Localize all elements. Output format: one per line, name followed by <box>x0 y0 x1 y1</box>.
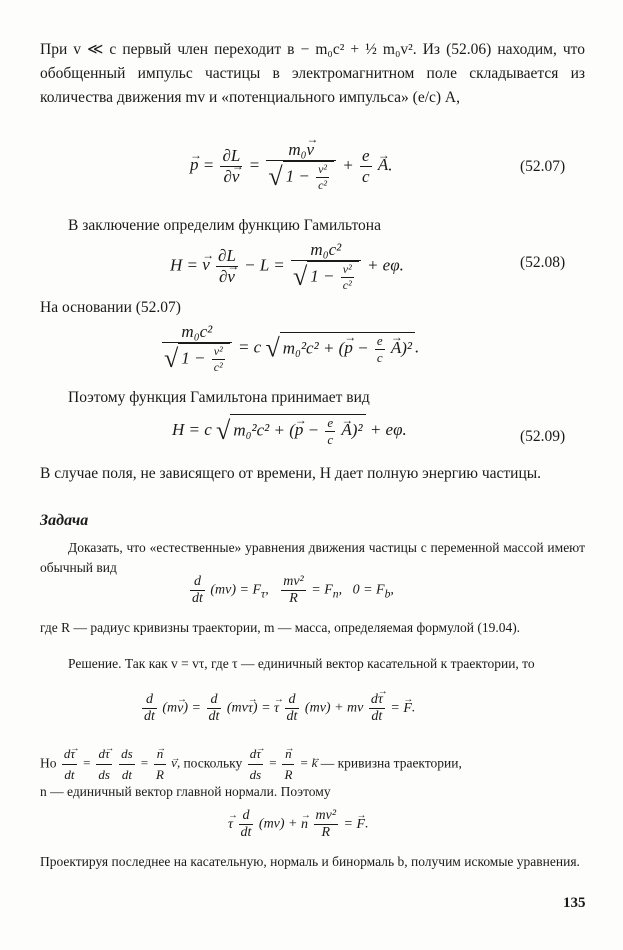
equation-natural-motion: $\frac{d}{dt}$ $(mv) = F_\tau$, $\frac{\text{mv²}}{R}$ = $F_n$, $0 = F_b$, <box>192 574 394 606</box>
equation-number-52-08: (52.08) <box>520 254 566 271</box>
equation-energy-relation: m₀c² √ 1 − $\frac{\text{v²}}{\text{c²}}$ = c √ m₀²c² + (→ p − $\frac{e}{c}$ → A)² . <box>160 322 419 375</box>
equation-number-52-09: (52.09) <box>520 428 566 445</box>
paragraph-5: В случае поля, не зависящего от времени, H дает полную энергию частицы. <box>40 465 542 482</box>
word-no: Но <box>40 755 57 771</box>
paragraph-6: Доказать, что «естественные» уравнения движения частицы с переменной массой имеют обычный вид <box>40 540 585 575</box>
paragraph-10: n — единичный вектор главной нормали. Поэтому <box>40 784 331 799</box>
paragraph-7: где R — радиус кривизны траектории, m — масса, определяемая формулой (19.04). <box>40 620 521 635</box>
paragraph-4: Поэтому функция Гамильтона принимает вид <box>68 389 370 406</box>
paragraph-2: В заключение определим функцию Гамильтона <box>68 217 381 234</box>
paragraph-9: Но $\frac{d\to \tau}{dt}$ = $\frac{d\to \tau}{ds}$ $\frac{ds}{dt}$ = → $\frac{n}{R}$ → v, поскольку $\frac{d\to \tau}{ds}$ = → $\frac{n}{R}$ = → k — кривизна траектории, <box>40 744 585 785</box>
paragraph-8: Решение. Так как v = vτ, где τ — единичный вектор касательной к траектории, то <box>68 656 535 671</box>
equation-final: → τ $\frac{d}{dt}$ (mv) + → n $\frac{\text{mv²}}{R}$ = → F. <box>228 808 369 841</box>
paragraph-11: Проектируя последнее на касательную, нормаль и бинормаль b, получим искомые уравнения. <box>40 854 580 869</box>
page-number: 135 <box>563 895 586 911</box>
equation-derivative-expansion: $\frac{d}{dt}$ (m→ v) = $\frac{d}{dt}$ (mv→ τ) = → τ $\frac{d}{dt}$ (mv) + mv $\frac{d\to \tau}{dt}$ = → F. <box>140 692 415 725</box>
equation-number-52-07: (52.07) <box>520 158 566 175</box>
equation-52-07: → p = $\frac{\partial L}{\partial\to v}$ = m₀→ v √ 1 − $\frac{\text{v²}}{\text{c²}}$ + $\frac{e}{c}$ → A. <box>190 140 392 193</box>
paragraph-3: На основании (52.07) <box>40 299 181 316</box>
equation-52-08: H = → v $\frac{\partial L}{\partial\to v}$ − L = m₀c² √ 1 − $\frac{\text{v²}}{\text{c²}}$ + eφ. <box>170 240 404 293</box>
problem-heading: Задача <box>40 512 89 529</box>
equation-52-09: H = c √ m₀²c² + (→ p − $\frac{e}{c}$ → A)² + eφ. <box>172 414 407 448</box>
paragraph-1: При v ≪ c первый член переходит в − m₀c² + ½ m₀v². Из (52.06) находим, что обобщенный импульс частицы в электромагнитном поле складывается из количества движения mv и «потенциального импульса» (e/c) A, <box>40 41 585 106</box>
